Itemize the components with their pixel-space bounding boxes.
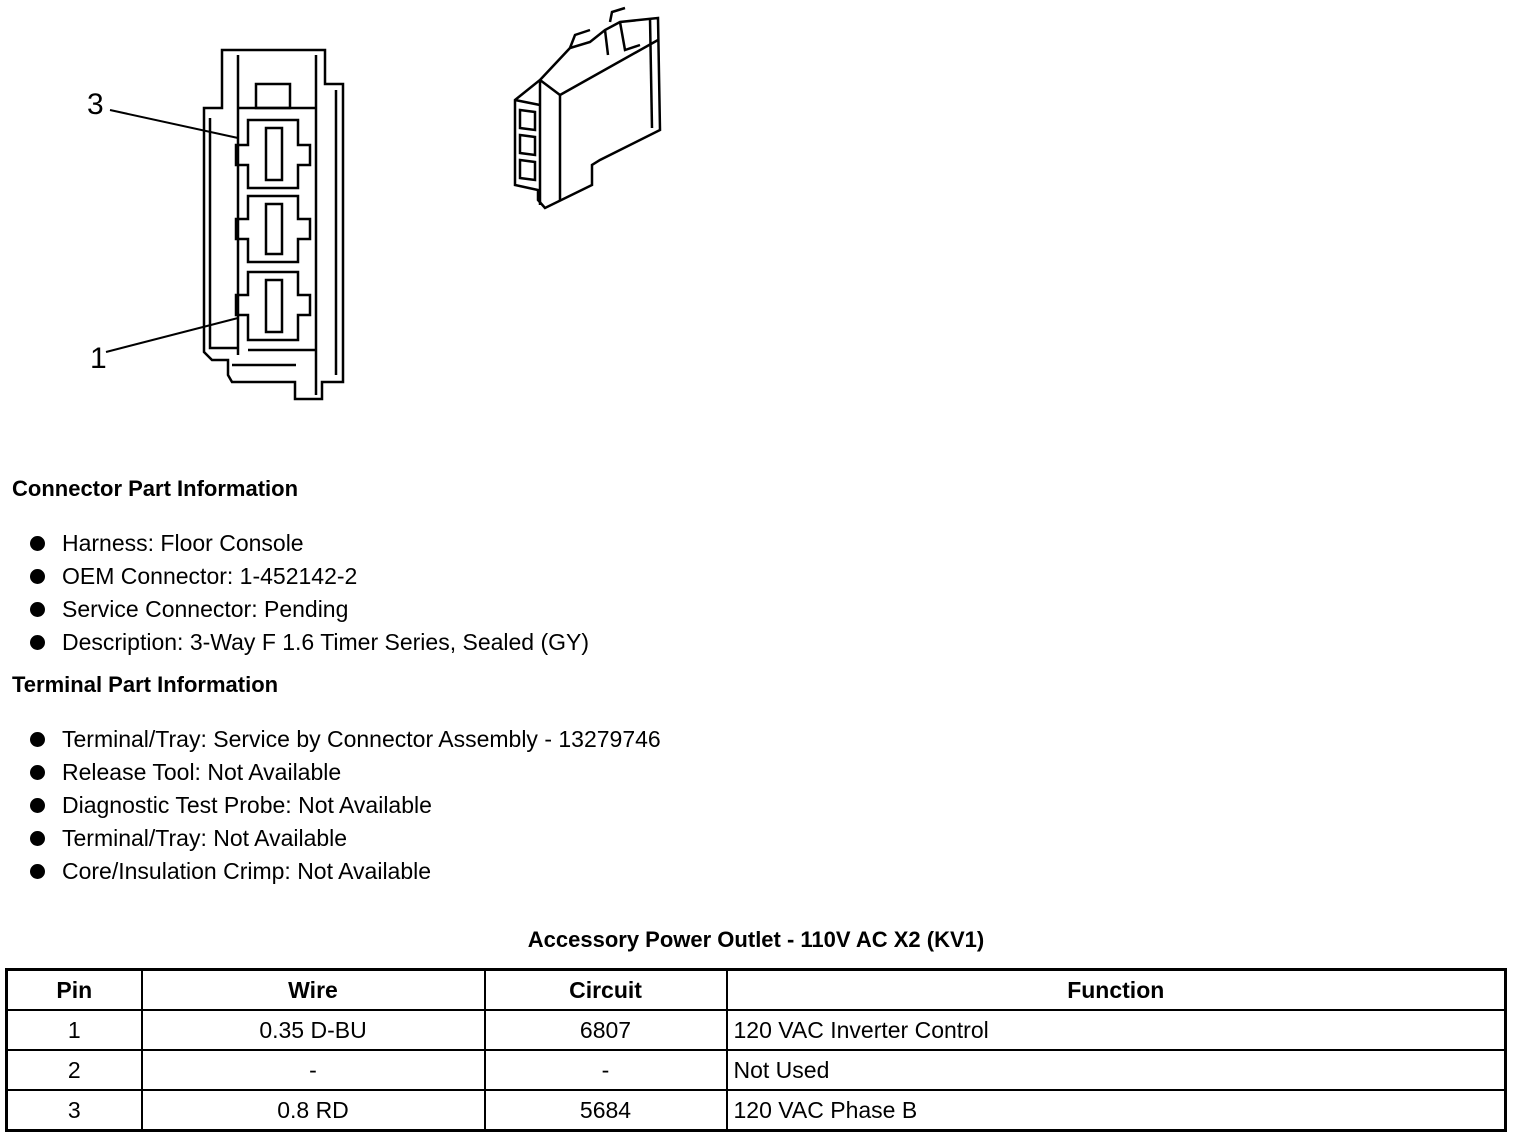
- bullet-icon: [30, 602, 45, 617]
- list-item: Core/Insulation Crimp: Not Available: [28, 855, 661, 888]
- connector-face-diagram: [0, 0, 420, 420]
- list-item: Terminal/Tray: Not Available: [28, 822, 661, 855]
- terminal-part-info-list: [28, 723, 661, 888]
- cell-pin: 1: [7, 1010, 142, 1050]
- header-function: Function: [727, 970, 1506, 1011]
- cell-pin: 3: [7, 1090, 142, 1131]
- list-item: Diagnostic Test Probe: Not Available: [28, 789, 661, 822]
- table-row: [7, 1090, 1506, 1131]
- cell-circuit: 5684: [485, 1090, 727, 1131]
- cell-function: 120 VAC Inverter Control: [727, 1010, 1506, 1050]
- bullet-icon: [30, 569, 45, 584]
- connector-part-info-list: [28, 527, 589, 659]
- cell-circuit: 6807: [485, 1010, 727, 1050]
- cell-wire: 0.8 RD: [142, 1090, 485, 1131]
- cell-circuit: -: [485, 1050, 727, 1090]
- bullet-icon: [30, 765, 45, 780]
- pin-callout-1: 1: [90, 342, 107, 375]
- connector-part-info-heading: Connector Part Information: [12, 476, 299, 501]
- list-item: Release Tool: Not Available: [28, 756, 661, 789]
- table-row: [7, 1010, 1506, 1050]
- bullet-icon: [30, 536, 45, 551]
- cell-function: Not Used: [727, 1050, 1506, 1090]
- list-item: Harness: Floor Console: [28, 527, 589, 560]
- cell-wire: 0.35 D-BU: [142, 1010, 485, 1050]
- list-item: Service Connector: Pending: [28, 593, 589, 626]
- list-item: Description: 3-Way F 1.6 Timer Series, Sealed (GY): [28, 626, 589, 659]
- cell-wire: -: [142, 1050, 485, 1090]
- list-item: Terminal/Tray: Service by Connector Assembly - 13279746: [28, 723, 661, 756]
- table-header-row: [7, 970, 1506, 1011]
- cell-function: 120 VAC Phase B: [727, 1090, 1506, 1131]
- header-pin: Pin: [7, 970, 142, 1011]
- bullet-icon: [30, 864, 45, 879]
- bullet-icon: [30, 635, 45, 650]
- bullet-icon: [30, 798, 45, 813]
- header-wire: Wire: [142, 970, 485, 1011]
- list-item: OEM Connector: 1-452142-2: [28, 560, 589, 593]
- cell-pin: 2: [7, 1050, 142, 1090]
- bullet-icon: [30, 831, 45, 846]
- header-circuit: Circuit: [485, 970, 727, 1011]
- bullet-icon: [30, 732, 45, 747]
- terminal-part-info-heading: Terminal Part Information: [12, 672, 279, 697]
- pin-callout-3: 3: [87, 88, 104, 121]
- connector-isometric-diagram: [500, 0, 680, 220]
- pinout-table: [5, 968, 1507, 1132]
- table-row: [7, 1050, 1506, 1090]
- pinout-table-title: Accessory Power Outlet - 110V AC X2 (KV1): [527, 927, 985, 952]
